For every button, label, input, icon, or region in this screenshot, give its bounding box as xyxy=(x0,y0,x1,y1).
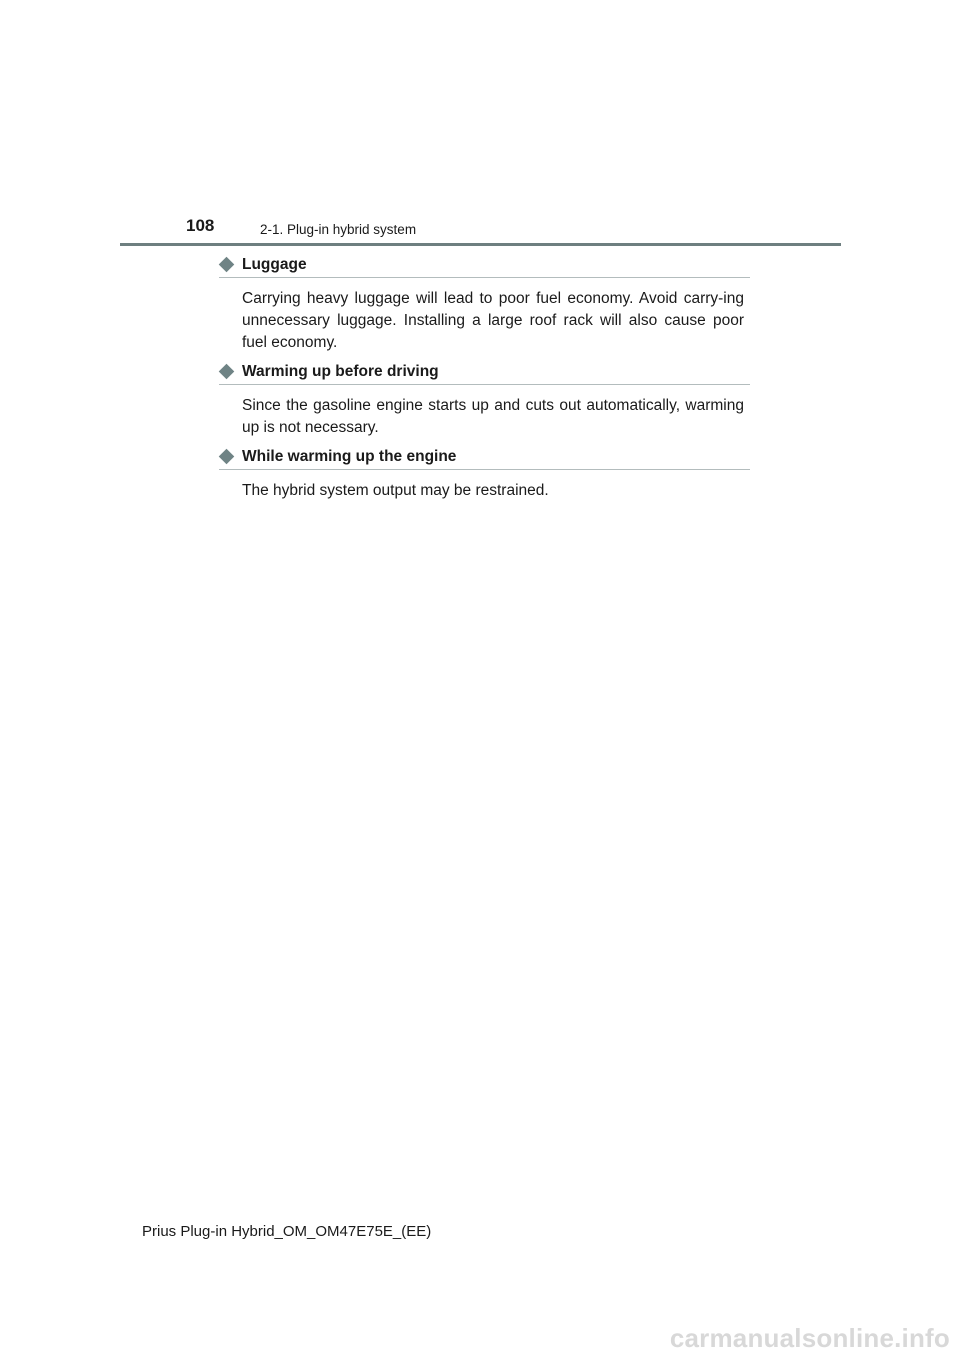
section-heading-text: While warming up the engine xyxy=(242,448,457,465)
diamond-bullet-icon xyxy=(219,257,235,273)
section-heading xyxy=(219,447,750,470)
section-heading-text: Luggage xyxy=(242,256,307,273)
diamond-bullet-icon xyxy=(219,364,235,380)
section-while-warming-up-engine xyxy=(219,447,750,502)
section-heading xyxy=(219,362,750,385)
page-number: 108 xyxy=(186,216,215,235)
watermark: carmanualsonline.info xyxy=(669,1323,950,1353)
footer-document-id: Prius Plug-in Hybrid_OM_OM47E75E_(EE) xyxy=(142,1223,432,1240)
section-luggage xyxy=(219,255,750,354)
section-heading xyxy=(219,255,750,278)
diamond-bullet-icon xyxy=(219,449,235,465)
section-warming-up-before-driving xyxy=(219,362,750,439)
section-body: Since the gasoline engine starts up and cuts out automatically, warming up is not necessary. xyxy=(242,397,744,436)
section-title: 2-1. Plug-in hybrid system xyxy=(260,222,417,237)
section-body: The hybrid system output may be restrained. xyxy=(242,482,549,499)
header-divider xyxy=(120,243,841,246)
section-heading-text: Warming up before driving xyxy=(242,363,439,380)
section-body: Carrying heavy luggage will lead to poor fuel economy. Avoid carry-ing unnecessary luggage. Installing a large roof rack will also cause poor fuel economy. xyxy=(242,290,744,351)
